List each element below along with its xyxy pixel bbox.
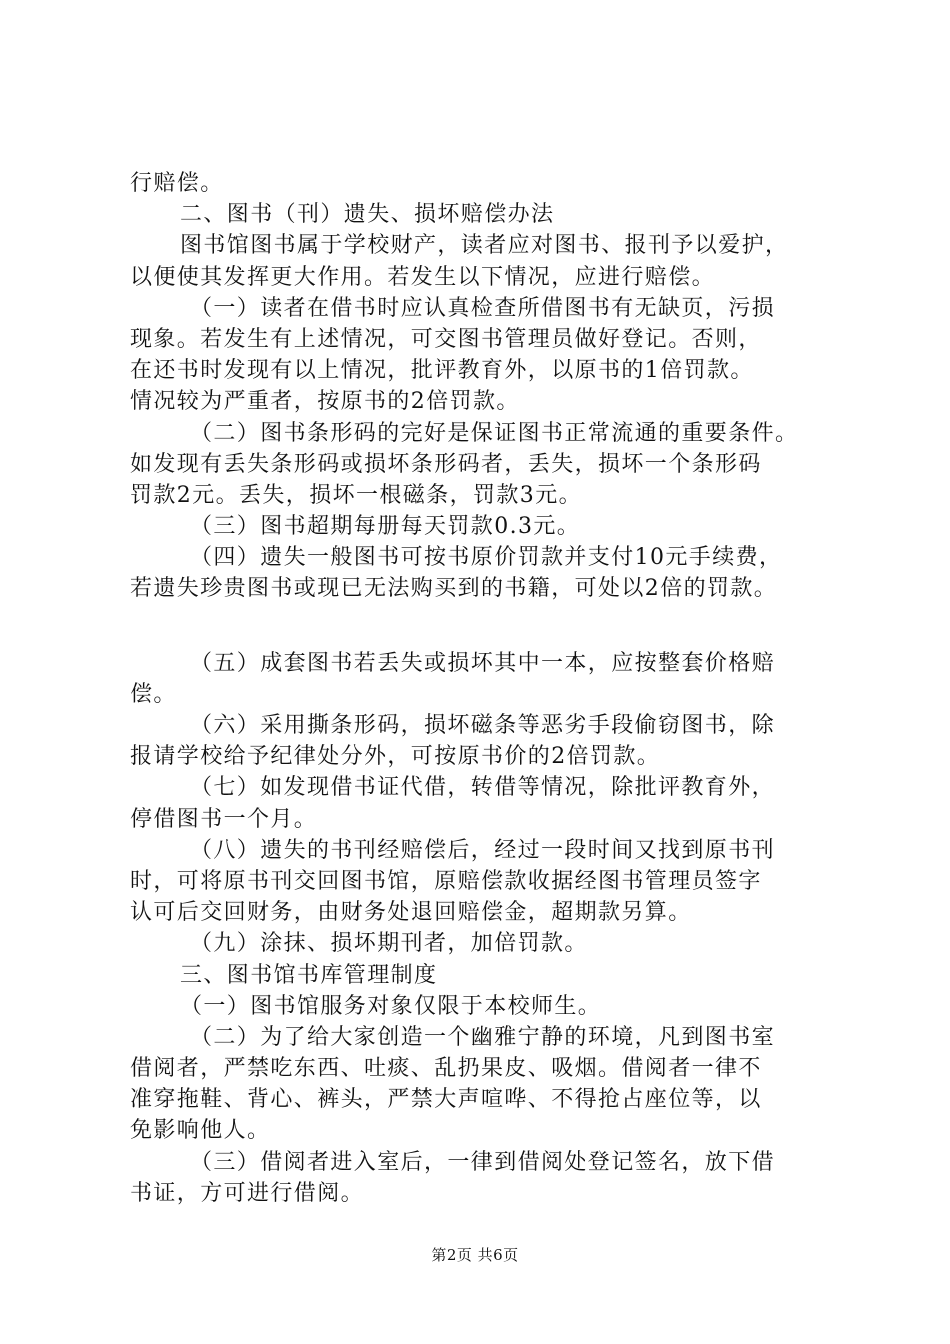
- page-footer: 第2页 共6页: [431, 1246, 519, 1264]
- text-line: 如发现有丢失条形码或损坏条形码者，丢失，损坏一个条形码: [130, 451, 762, 477]
- text-line: 时，可将原书刊交回图书馆，原赔偿款收据经图书管理员签字: [130, 868, 762, 894]
- text-line: 行赔偿。: [130, 171, 224, 196]
- text-line: 准穿拖鞋、背心、裤头，严禁大声喧哗、不得抢占座位等，以: [130, 1087, 762, 1113]
- text-line: 书证，方可进行借阅。: [130, 1180, 365, 1206]
- text-line: 二、图书（刊）遗失、损坏赔偿办法: [180, 202, 555, 228]
- text-line: 若遗失珍贵图书或现已无法购买到的书籍，可处以2倍的罚款。: [130, 576, 778, 602]
- text-line: （八）遗失的书刊经赔偿后，经过一段时间又找到原书刊: [190, 837, 776, 863]
- text-line: （六）采用撕条形码，损坏磁条等恶劣手段偷窃图书，除: [190, 713, 776, 738]
- text-line: 认可后交回财务，由财务处退回赔偿金，超期款另算。: [130, 900, 692, 926]
- text-line: 偿。: [130, 681, 177, 707]
- text-line: （二）图书条形码的完好是保证图书正常流通的重要条件。: [190, 420, 799, 446]
- paragraph-gap: [130, 605, 850, 648]
- text-line: （三）借阅者进入室后，一律到借阅处登记签名，放下借: [190, 1149, 776, 1175]
- text-line: 免影响他人。: [130, 1118, 271, 1144]
- text-line: 借阅者，严禁吃东西、吐痰、乱扔果皮、吸烟。借阅者一律不: [130, 1056, 762, 1082]
- text-line: （三）图书超期每册每天罚款0.3元。: [190, 514, 581, 540]
- text-line: 图书馆图书属于学校财产，读者应对图书、报刊予以爱护，: [180, 233, 789, 259]
- text-line: 现象。若发生有上述情况，可交图书管理员做好登记。否则，: [130, 326, 762, 352]
- text-line: 在还书时发现有以上情况，批评教育外，以原书的1倍罚款。: [130, 358, 754, 384]
- text-line: 三、图书馆书库管理制度: [180, 962, 438, 988]
- text-line: （二）为了给大家创造一个幽雅宁静的环境，凡到图书室: [190, 1024, 776, 1050]
- text-line: （七）如发现借书证代借，转借等情况，除批评教育外，: [190, 775, 776, 801]
- text-line: （一）图书馆服务对象仅限于本校师生。: [180, 993, 602, 1019]
- text-line: 情况较为严重者，按原书的2倍罚款。: [130, 389, 520, 415]
- text-line: 停借图书一个月。: [130, 806, 318, 832]
- text-line: 以便使其发挥更大作用。若发生以下情况，应进行赔偿。: [130, 264, 716, 290]
- text-line: （一）读者在借书时应认真检查所借图书有无缺页，污损: [190, 295, 776, 321]
- text-line: （五）成套图书若丢失或损坏其中一本，应按整套价格赔: [190, 650, 776, 676]
- text-line: （九）涂抹、损坏期刊者，加倍罚款。: [190, 931, 588, 957]
- text-line: 罚款2元。丢失，损坏一根磁条，罚款3元。: [130, 482, 582, 508]
- text-line: （四）遗失一般图书可按书原价罚款并支付10元手续费，: [190, 545, 783, 571]
- text-line: 报请学校给予纪律处分外，可按原书价的2倍罚款。: [130, 744, 661, 770]
- document-body: [130, 168, 850, 1209]
